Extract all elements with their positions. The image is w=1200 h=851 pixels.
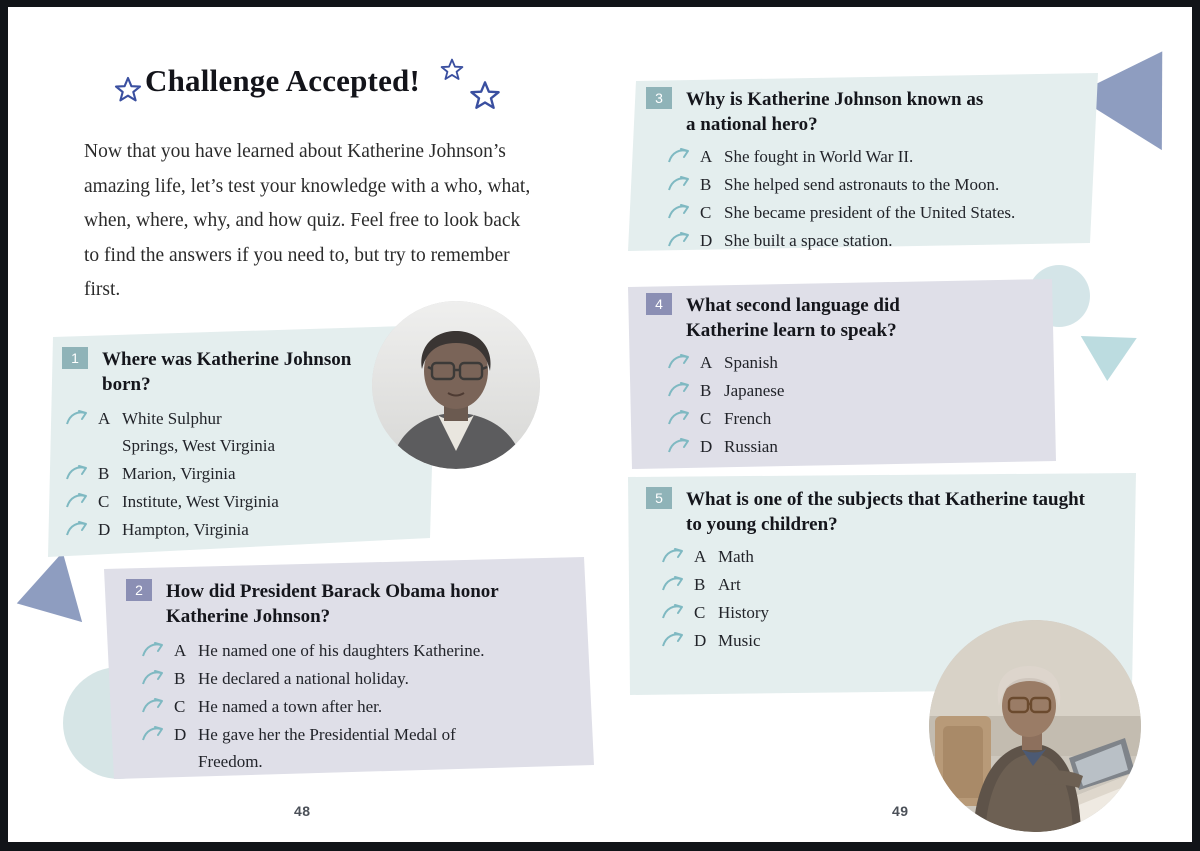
answer-letter: A	[700, 353, 713, 372]
arrow-icon	[66, 519, 88, 537]
answer-text: Marion, Virginia	[122, 464, 236, 483]
answer-text-continued: Freedom.	[198, 752, 263, 771]
arrow-icon	[668, 202, 690, 220]
answer-option[interactable]	[62, 405, 420, 459]
answer-letter: C	[98, 492, 110, 511]
star-icon	[113, 75, 143, 105]
answer-text: Hampton, Virginia	[122, 520, 249, 539]
answer-text: Institute, West Virginia	[122, 492, 279, 511]
arrow-icon	[662, 574, 684, 592]
answer-letter: A	[174, 641, 187, 660]
answer-text: He named a town after her.	[198, 697, 383, 716]
question-number-3: 3	[646, 87, 672, 109]
arrow-icon	[142, 668, 164, 686]
answer-letter: B	[700, 175, 712, 194]
page-number-right: 49	[892, 803, 909, 819]
arrow-icon	[668, 174, 690, 192]
arrow-icon	[142, 724, 164, 742]
question-card-3	[628, 73, 1098, 251]
arrow-icon	[668, 408, 690, 426]
answer-text: He gave her the Presidential Medal of	[198, 725, 456, 744]
answer-letter: C	[174, 697, 186, 716]
answer-text: She became president of the United States.	[724, 203, 1016, 222]
arrow-icon	[662, 546, 684, 564]
answer-text: Music	[718, 631, 761, 650]
page-frame-bottom	[0, 842, 1200, 851]
answer-list-1	[62, 405, 420, 543]
answer-text: History	[718, 603, 769, 622]
katherine-johnson-at-desk	[929, 620, 1141, 832]
answer-letter: D	[700, 231, 713, 250]
answer-option[interactable]	[664, 377, 1038, 404]
star-icon	[468, 79, 502, 113]
question-text-2: How did President Barack Obama honor Katherine Johnson?	[166, 581, 499, 627]
arrow-icon	[668, 380, 690, 398]
answer-text: White Sulphur	[122, 409, 222, 428]
arrow-icon	[66, 408, 88, 426]
page-frame-left	[0, 0, 8, 851]
answer-letter: A	[694, 547, 707, 566]
question-number-4: 4	[646, 293, 672, 315]
arrow-icon	[668, 436, 690, 454]
answer-text: French	[724, 409, 772, 428]
page-frame-top	[0, 0, 1200, 7]
question-text-1: Where was Katherine Johnson born?	[102, 349, 352, 395]
arrow-icon	[142, 696, 164, 714]
answer-option[interactable]	[138, 637, 576, 664]
answer-list-2	[138, 637, 576, 775]
answer-option[interactable]	[664, 143, 1080, 170]
answer-text: He declared a national holiday.	[198, 669, 409, 688]
answer-text: Math	[718, 547, 754, 566]
arrow-icon	[668, 352, 690, 370]
answer-option[interactable]	[664, 349, 1038, 376]
arrow-icon	[66, 491, 88, 509]
answer-letter: D	[174, 725, 187, 744]
answer-text: Russian	[724, 437, 778, 456]
answer-text-continued: Springs, West Virginia	[122, 436, 275, 455]
page-title	[83, 55, 553, 119]
arrow-icon	[668, 146, 690, 164]
answer-option[interactable]	[664, 199, 1080, 226]
answer-letter: A	[700, 147, 713, 166]
arrow-icon	[662, 630, 684, 648]
answer-letter: C	[700, 203, 712, 222]
answer-letter: B	[174, 669, 186, 688]
question-number-2: 2	[126, 579, 152, 601]
answer-list-4	[664, 349, 1038, 460]
question-text-3: Why is Katherine Johnson known as a national hero?	[686, 89, 984, 135]
page-title-text: Challenge Accepted!	[145, 63, 421, 98]
answer-text: She fought in World War II.	[724, 147, 914, 166]
arrow-icon	[142, 640, 164, 658]
question-text-4: What second language did Katherine learn to speak?	[686, 295, 900, 341]
answer-letter: D	[700, 437, 713, 456]
answer-text: She helped send astronauts to the Moon.	[724, 175, 1000, 194]
answer-letter: D	[694, 631, 707, 650]
question-text-5: What is one of the subjects that Katherine taught to young children?	[686, 489, 1085, 535]
answer-option[interactable]	[62, 516, 420, 543]
answer-list-3	[664, 143, 1080, 254]
answer-option[interactable]	[658, 543, 1118, 570]
page-number-left: 48	[294, 803, 311, 819]
answer-text: Japanese	[724, 381, 785, 400]
answer-text: Spanish	[724, 353, 778, 372]
answer-option[interactable]	[138, 721, 576, 775]
answer-option[interactable]	[664, 227, 1080, 254]
answer-option[interactable]	[664, 171, 1080, 198]
answer-letter: D	[98, 520, 111, 539]
answer-option[interactable]	[62, 488, 420, 515]
star-icon	[439, 57, 465, 83]
answer-letter: B	[694, 575, 706, 594]
answer-option[interactable]	[658, 571, 1118, 598]
question-card-4	[628, 279, 1056, 469]
answer-option[interactable]	[664, 405, 1038, 432]
decor-triangle-right-small	[1079, 336, 1137, 382]
page-frame-right	[1192, 0, 1200, 851]
answer-letter: C	[694, 603, 706, 622]
arrow-icon	[662, 602, 684, 620]
answer-letter: B	[98, 464, 110, 483]
answer-text: He named one of his daughters Katherine.	[198, 641, 485, 660]
intro-paragraph: Now that you have learned about Katherine Johnson’s amazing life, let’s test your knowledge with a who, what, when, where, why, and how quiz. Feel free to look back to find the answers if you need to, but try to remember first.	[84, 141, 531, 300]
arrow-icon	[66, 463, 88, 481]
arrow-icon	[668, 230, 690, 248]
answer-letter: C	[700, 409, 712, 428]
question-number-1: 1	[62, 347, 88, 369]
answer-letter: A	[98, 409, 111, 428]
answer-option[interactable]	[62, 460, 420, 487]
question-card-2	[104, 557, 594, 779]
spread-content	[8, 7, 1192, 842]
question-number-5: 5	[646, 487, 672, 509]
answer-letter: B	[700, 381, 712, 400]
portrait-katherine-johnson	[372, 301, 540, 469]
answer-text: Art	[718, 575, 741, 594]
answer-text: She built a space station.	[724, 231, 893, 250]
answer-option[interactable]	[664, 433, 1038, 460]
answer-option[interactable]	[138, 665, 576, 692]
answer-option[interactable]	[138, 693, 576, 720]
